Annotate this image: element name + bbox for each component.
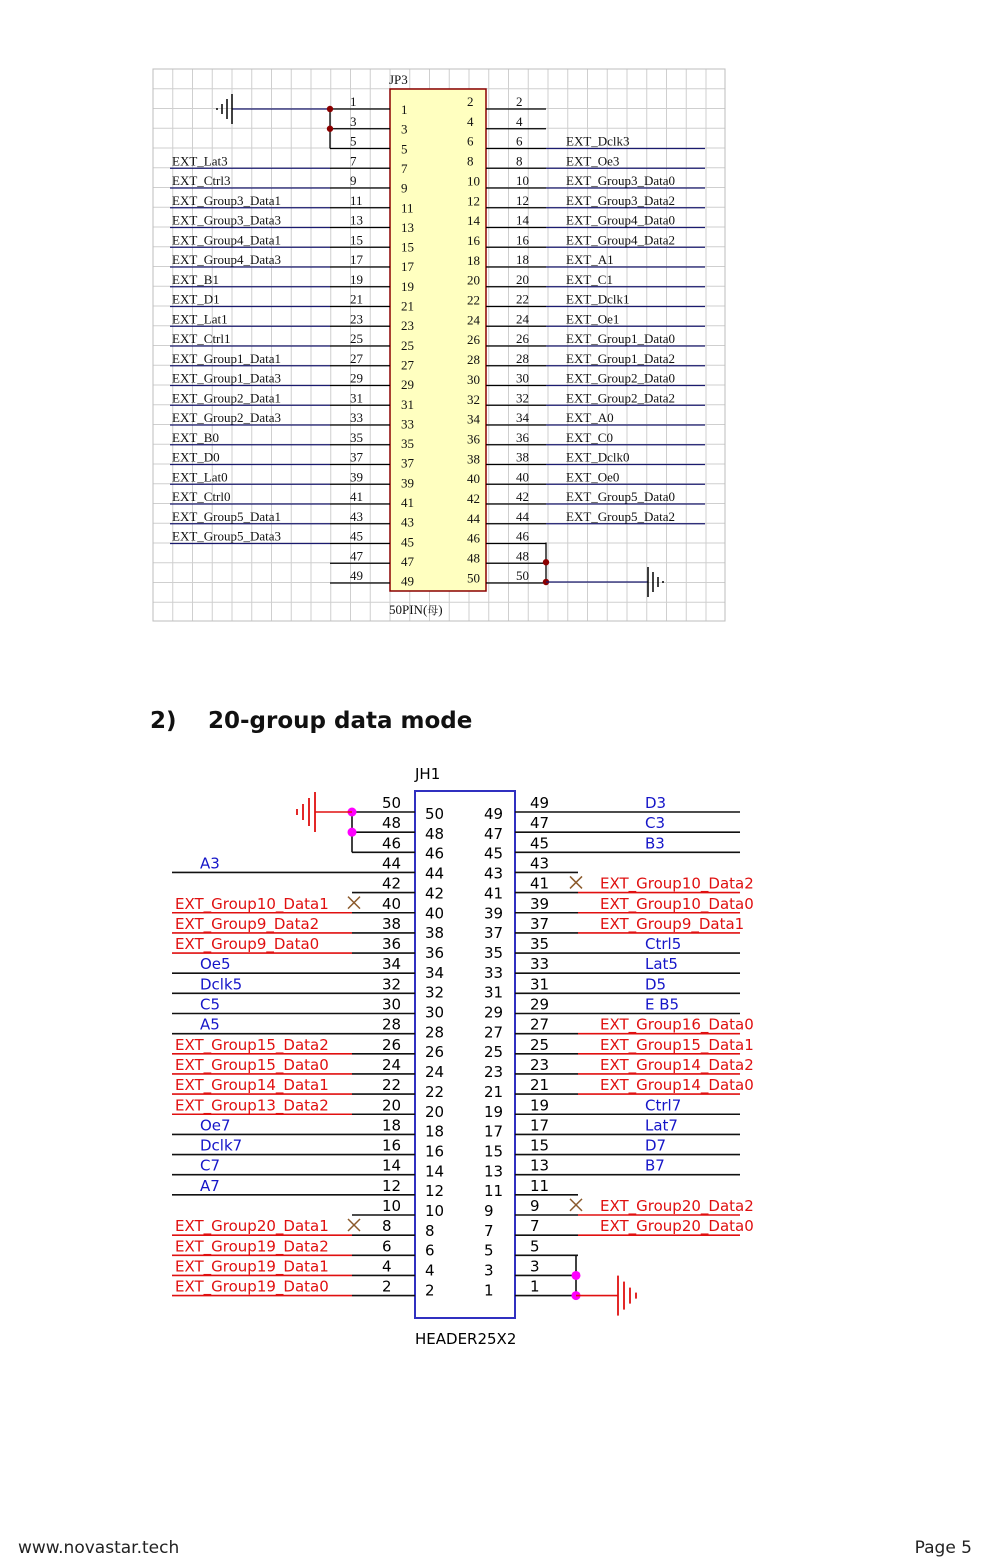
jp3-inner-number: 50 <box>467 570 480 586</box>
jh1-inner-number: 2 <box>425 1281 435 1300</box>
jh1-pin-number: 11 <box>530 1176 550 1195</box>
jh1-pin-number: 43 <box>530 854 550 873</box>
jp3-net-label: EXT_Oe0 <box>566 469 620 485</box>
jh1-junction <box>572 1271 581 1280</box>
jh1-inner-number: 10 <box>425 1202 445 1220</box>
jp3-inner-number: 5 <box>401 141 408 157</box>
jp3-net-label: EXT_Group4_Data1 <box>172 232 282 248</box>
jp3-inner-number: 14 <box>467 213 480 229</box>
jp3-net-label: EXT_D1 <box>172 291 220 307</box>
jh1-net-label: D5 <box>645 975 667 994</box>
ground-icon <box>618 1276 636 1316</box>
no-connect-icon <box>348 897 360 909</box>
section-number: 2) <box>150 708 177 734</box>
jh1-inner-number: 40 <box>425 904 445 923</box>
jp3-inner-number: 38 <box>467 451 480 467</box>
jh1-net-label: Oe5 <box>200 955 231 974</box>
jp3-inner-number: 43 <box>401 514 414 530</box>
jp3-pin-number: 34 <box>516 410 529 425</box>
jh1-net-label: Ctrl5 <box>645 935 682 954</box>
jh1-pin-number: 7 <box>530 1217 540 1236</box>
jh1-inner-number: 15 <box>484 1142 504 1161</box>
jp3-inner-number: 47 <box>401 553 414 569</box>
jp3-designator: JP3 <box>389 72 408 87</box>
jh1-pin-number: 25 <box>530 1035 550 1054</box>
jp3-inner-number: 1 <box>401 102 408 117</box>
jp3-net-label: EXT_Group5_Data1 <box>172 508 282 524</box>
jp3-pin-number: 11 <box>350 192 363 208</box>
jp3-net-label: EXT_Group5_Data2 <box>566 508 676 524</box>
jp3-inner-number: 41 <box>401 495 414 510</box>
jh1-inner-number: 38 <box>425 924 445 943</box>
ground-icon <box>297 792 315 832</box>
jh1-net-label: EXT_Group16_Data0 <box>600 1015 754 1034</box>
jh1-inner-number: 33 <box>484 963 504 982</box>
jp3-inner-number: 24 <box>467 312 480 328</box>
jp3-pin-number: 25 <box>350 331 363 346</box>
jp3-pin-number: 46 <box>516 528 529 544</box>
jh1-inner-number: 12 <box>425 1182 445 1201</box>
jp3-inner-number: 45 <box>401 534 414 550</box>
section-title: 20-group data mode <box>208 708 473 734</box>
jp3-pin-number: 36 <box>516 429 529 445</box>
jh1-net-label: C3 <box>645 814 666 833</box>
jh1-net-label: EXT_Group20_Data2 <box>600 1197 754 1215</box>
jh1-net-label: Lat5 <box>645 955 678 974</box>
jh1-inner-number: 16 <box>425 1142 445 1161</box>
jh1-pin-number: 28 <box>382 1015 402 1034</box>
jh1-net-label: EXT_Group10_Data0 <box>600 894 754 913</box>
jh1-net-label: EXT_Group15_Data0 <box>175 1055 329 1074</box>
jp3-net-label: EXT_Group3_Data2 <box>566 192 676 208</box>
jh1-pin-number: 35 <box>530 935 550 954</box>
jh1-inner-number: 17 <box>484 1122 504 1141</box>
jh1-pin-number: 39 <box>530 894 550 913</box>
jp3-pin-number: 32 <box>516 390 529 406</box>
jh1-net-label: C5 <box>200 995 221 1014</box>
jh1-net-label: Dclk7 <box>200 1136 243 1155</box>
jh1-inner-number: 26 <box>425 1043 445 1062</box>
jh1-pin-number: 24 <box>382 1055 402 1074</box>
jh1-net-label: EXT_Group9_Data0 <box>175 935 320 954</box>
jp3-net-label: EXT_A0 <box>566 410 614 425</box>
jp3-inner-number: 29 <box>401 377 414 393</box>
jh1-net-label: EXT_Group10_Data2 <box>600 874 754 893</box>
jp3-pin-number: 3 <box>350 113 357 129</box>
jh1-pin-number: 21 <box>530 1076 550 1095</box>
jp3-pin-number: 9 <box>350 173 357 188</box>
jp3-net-label: EXT_Dclk0 <box>566 449 630 465</box>
jp3-net-label: EXT_Dclk1 <box>566 291 630 307</box>
jp3-net-label: EXT_Group5_Data3 <box>172 528 282 544</box>
jh1-inner-number: 39 <box>484 904 504 923</box>
jp3-net-label: EXT_Group1_Data3 <box>172 370 282 386</box>
jp3-inner-number: 19 <box>401 278 414 294</box>
jh1-pin-number: 8 <box>382 1217 392 1236</box>
jh1-pin-number: 5 <box>530 1237 540 1256</box>
jh1-pin-number: 44 <box>382 854 402 873</box>
jp3-inner-number: 30 <box>467 371 480 387</box>
jp3-pin-number: 20 <box>516 271 529 287</box>
jh1-inner-number: 13 <box>484 1162 504 1181</box>
jh1-pin-number: 3 <box>530 1257 540 1276</box>
jp3-inner-number: 10 <box>467 173 480 189</box>
jp3-pin-number: 10 <box>516 173 529 188</box>
jh1-net-label: D7 <box>645 1136 667 1155</box>
jp3-pin-number: 21 <box>350 291 363 307</box>
jh1-net-label: Lat7 <box>645 1116 678 1135</box>
jp3-inner-number: 42 <box>467 491 480 506</box>
jp3-inner-number: 49 <box>401 573 414 589</box>
jh1-inner-number: 5 <box>484 1241 494 1260</box>
jp3-inner-number: 27 <box>401 357 414 373</box>
jp3-pin-number: 15 <box>350 232 363 248</box>
jh1-inner-number: 35 <box>484 943 504 962</box>
jh1-pin-number: 12 <box>382 1176 402 1195</box>
jp3-inner-number: 20 <box>467 272 480 288</box>
jh1-net-label: A3 <box>200 854 220 873</box>
jp3-net-label: EXT_Group3_Data0 <box>566 173 676 188</box>
jh1-inner-number: 4 <box>425 1261 435 1280</box>
jh1-pin-number: 41 <box>530 874 550 893</box>
jp3-pin-number: 2 <box>516 94 523 109</box>
jh1-inner-number: 25 <box>484 1043 504 1062</box>
jh1-inner-number: 18 <box>425 1122 445 1141</box>
jp3-inner-number: 39 <box>401 475 414 491</box>
jh1-pin-number: 13 <box>530 1156 550 1175</box>
jh1-pin-number: 34 <box>382 955 402 974</box>
jp3-net-label: EXT_Group4_Data3 <box>172 252 282 267</box>
jh1-inner-number: 42 <box>425 884 445 903</box>
jh1-net-label: EXT_Group20_Data1 <box>175 1217 329 1236</box>
jp3-pin-number: 1 <box>350 94 357 109</box>
jp3-inner-number: 15 <box>401 239 414 255</box>
jh1-pin-number: 36 <box>382 935 402 954</box>
jh1-net-label: EXT_Group9_Data1 <box>600 914 745 933</box>
jh1-inner-number: 11 <box>484 1182 504 1201</box>
jh1-inner-number: 44 <box>425 864 445 883</box>
jh1-inner-number: 7 <box>484 1221 494 1240</box>
jh1-pin-number: 45 <box>530 834 550 853</box>
jh1-inner-number: 41 <box>484 884 504 903</box>
jh1-inner-number: 8 <box>425 1221 435 1240</box>
jp3-pin-number: 24 <box>516 311 529 327</box>
jp3-pin-number: 48 <box>516 548 529 564</box>
jp3-net-label: EXT_C1 <box>566 271 613 287</box>
jh1-inner-number: 6 <box>425 1241 435 1260</box>
no-connect-icon <box>348 1219 360 1231</box>
jh1-inner-number: 3 <box>484 1261 494 1280</box>
jh1-net-label: A5 <box>200 1015 220 1034</box>
jp3-pin-number: 38 <box>516 449 529 465</box>
jh1-inner-number: 28 <box>425 1023 445 1042</box>
jh1-pin-number: 23 <box>530 1055 550 1074</box>
jh1-net-label: EXT_Group9_Data2 <box>175 914 320 933</box>
jp3-pin-number: 30 <box>516 370 529 386</box>
jp3-inner-number: 35 <box>401 436 414 452</box>
jp3-inner-number: 44 <box>467 510 480 526</box>
jh1-inner-number: 36 <box>425 943 445 962</box>
jp3-pin-number: 23 <box>350 311 363 327</box>
jh1-net-label: EXT_Group19_Data2 <box>175 1237 329 1256</box>
jp3-inner-number: 2 <box>467 94 474 109</box>
jp3-comment: 50PIN(母) <box>389 602 443 617</box>
jp3-pin-number: 45 <box>350 528 363 544</box>
jp3-net-label: EXT_Group2_Data1 <box>172 390 282 406</box>
jp3-inner-number: 40 <box>467 471 480 487</box>
jh1-net-label: Ctrl7 <box>645 1096 682 1115</box>
jh1-pin-number: 29 <box>530 995 550 1014</box>
jh1-pin-number: 40 <box>382 894 402 913</box>
no-connect-icon <box>570 1199 582 1211</box>
jp3-inner-number: 6 <box>467 133 474 149</box>
jh1-inner-number: 46 <box>425 844 445 863</box>
jh1-net-label: EXT_Group10_Data1 <box>175 894 329 913</box>
jh1-inner-number: 14 <box>425 1162 445 1181</box>
jh1-inner-number: 47 <box>484 824 504 843</box>
jp3-pin-number: 4 <box>516 113 523 129</box>
jh1-inner-number: 43 <box>484 864 504 883</box>
jp3-net-label: EXT_Ctrl0 <box>172 489 231 504</box>
jh1-inner-number: 23 <box>484 1063 504 1082</box>
jh1-inner-number: 27 <box>484 1023 504 1042</box>
jh1-inner-number: 1 <box>484 1281 494 1300</box>
jp3-pin-number: 5 <box>350 133 357 149</box>
jp3-pin-number: 27 <box>350 350 363 366</box>
jp3-net-label: EXT_C0 <box>566 429 613 445</box>
jp3-net-label: EXT_Dclk3 <box>566 133 630 149</box>
jh1-inner-number: 48 <box>425 824 445 843</box>
jh1-pin-number: 18 <box>382 1116 402 1135</box>
jh1-net-label: A7 <box>200 1176 220 1195</box>
jp3-pin-number: 7 <box>350 153 357 169</box>
jh1-net-label: EXT_Group19_Data1 <box>175 1257 329 1276</box>
jh1-pin-number: 30 <box>382 995 402 1014</box>
jh1-pin-number: 4 <box>382 1257 392 1276</box>
jp3-pin-number: 35 <box>350 429 363 445</box>
jp3-pin-number: 37 <box>350 449 363 465</box>
jh1-net-label: EXT_Group19_Data0 <box>175 1277 329 1296</box>
jp3-net-label: EXT_Group4_Data2 <box>566 232 676 248</box>
jp3-inner-number: 17 <box>401 259 414 275</box>
jp3-inner-number: 46 <box>467 530 480 546</box>
jh1-inner-number: 31 <box>484 983 504 1002</box>
jh1-pin-number: 27 <box>530 1015 550 1034</box>
jp3-pin-number: 13 <box>350 212 363 228</box>
jp3-pin-number: 26 <box>516 331 529 346</box>
jp3-inner-number: 13 <box>401 219 414 235</box>
jh1-inner-number: 9 <box>484 1202 494 1220</box>
jp3-pin-number: 6 <box>516 133 523 149</box>
jp3-net-label: EXT_Group1_Data1 <box>172 350 282 366</box>
jh1-comment: HEADER25X2 <box>415 1330 517 1348</box>
jp3-pin-number: 40 <box>516 469 529 485</box>
jh1-net-label: EXT_Group13_Data2 <box>175 1096 329 1115</box>
jp3-net-label: EXT_B0 <box>172 429 219 445</box>
jp3-net-label: EXT_Group5_Data0 <box>566 489 676 504</box>
jp3-net-label: EXT_Ctrl3 <box>172 173 231 188</box>
jh1-inner-number: 22 <box>425 1082 445 1101</box>
jh1-pin-number: 19 <box>530 1096 550 1115</box>
jp3-inner-number: 3 <box>401 121 408 137</box>
jp3-pin-number: 19 <box>350 271 363 287</box>
jp3-net-label: EXT_Lat1 <box>172 311 228 327</box>
jh1-inner-number: 30 <box>425 1003 445 1022</box>
jp3-pin-number: 49 <box>350 568 363 583</box>
jp3-inner-number: 9 <box>401 180 408 196</box>
jp3-net-label: EXT_Group2_Data0 <box>566 370 676 386</box>
jp3-pin-number: 33 <box>350 410 363 425</box>
jh1-pin-number: 50 <box>382 794 402 812</box>
jp3-pin-number: 39 <box>350 469 363 485</box>
jp3-pin-number: 44 <box>516 508 529 524</box>
jp3-pin-number: 16 <box>516 232 529 248</box>
jp3-pin-number: 8 <box>516 153 523 169</box>
jp3-pin-number: 28 <box>516 350 529 366</box>
jh1-net-label: Dclk5 <box>200 975 243 994</box>
jh1-pin-number: 33 <box>530 955 550 974</box>
jh1-net-label: EXT_Group15_Data2 <box>175 1035 329 1054</box>
jp3-inner-number: 18 <box>467 252 480 268</box>
jh1-inner-number: 24 <box>425 1063 445 1082</box>
jh1-inner-number: 45 <box>484 844 504 863</box>
jh1-pin-number: 14 <box>382 1156 402 1175</box>
jh1-net-label: C7 <box>200 1156 221 1175</box>
jp3-pin-number: 41 <box>350 489 363 504</box>
jh1-pin-number: 31 <box>530 975 550 994</box>
jh1-pin-number: 49 <box>530 794 550 812</box>
jp3-pin-number: 31 <box>350 390 363 406</box>
jp3-net-label: EXT_Group1_Data0 <box>566 331 676 346</box>
jh1-pin-number: 22 <box>382 1076 402 1095</box>
jp3-net-label: EXT_Group3_Data3 <box>172 212 282 228</box>
jp3-net-label: EXT_Group1_Data2 <box>566 350 676 366</box>
jp3-pin-number: 12 <box>516 192 529 208</box>
jh1-pin-number: 42 <box>382 874 402 893</box>
jh1-junction <box>348 828 357 837</box>
jh1-inner-number: 29 <box>484 1003 504 1022</box>
jh1-pin-number: 32 <box>382 975 402 994</box>
jh1-inner-number: 21 <box>484 1082 504 1101</box>
jh1-pin-number: 16 <box>382 1136 402 1155</box>
jp3-inner-number: 48 <box>467 550 480 566</box>
jh1-pin-number: 20 <box>382 1096 402 1115</box>
jh1-pin-number: 37 <box>530 914 550 933</box>
jh1-net-label: EXT_Group14_Data2 <box>600 1055 754 1074</box>
jh1-inner-number: 37 <box>484 924 504 943</box>
jp3-inner-number: 25 <box>401 337 414 353</box>
jh1-inner-number: 20 <box>425 1102 445 1121</box>
jp3-pin-number: 18 <box>516 252 529 267</box>
jh1-pin-number: 2 <box>382 1277 392 1296</box>
jh1-pin-number: 26 <box>382 1035 402 1054</box>
jh1-pin-number: 10 <box>382 1197 402 1215</box>
jh1-net-label: EXT_Group14_Data0 <box>600 1076 754 1095</box>
jh1-pin-number: 15 <box>530 1136 550 1155</box>
jh1-inner-number: 49 <box>484 805 504 823</box>
jh1-pin-number: 47 <box>530 814 550 833</box>
jh1-net-label: E B5 <box>645 995 680 1014</box>
jh1-inner-number: 19 <box>484 1102 504 1121</box>
jp3-net-label: EXT_A1 <box>566 252 614 267</box>
jp3-net-label: EXT_Lat3 <box>172 153 228 169</box>
jh1-net-label: EXT_Group15_Data1 <box>600 1035 754 1054</box>
jh1-inner-number: 50 <box>425 805 445 823</box>
jp3-inner-number: 34 <box>467 411 480 427</box>
jp3-inner-number: 23 <box>401 318 414 334</box>
jh1-pin-number: 17 <box>530 1116 550 1135</box>
jp3-net-label: EXT_Ctrl1 <box>172 331 231 346</box>
footer-website: www.novastar.tech <box>18 1538 180 1558</box>
jh1-pin-number: 9 <box>530 1197 540 1215</box>
jp3-pin-number: 14 <box>516 212 529 228</box>
jp3-pin-number: 17 <box>350 252 363 267</box>
jp3-inner-number: 36 <box>467 431 480 447</box>
jp3-net-label: EXT_B1 <box>172 271 219 287</box>
jp3-net-label: EXT_Group2_Data3 <box>172 410 282 425</box>
jp3-net-label: EXT_D0 <box>172 449 220 465</box>
jp3-inner-number: 37 <box>401 455 414 471</box>
jh1-pin-number: 1 <box>530 1277 540 1296</box>
jp3-pin-number: 22 <box>516 291 529 307</box>
jp3-pin-number: 47 <box>350 548 363 564</box>
jp3-inner-number: 8 <box>467 153 474 169</box>
jp3-net-label: EXT_Group3_Data1 <box>172 192 282 208</box>
jh1-net-label: Oe7 <box>200 1116 231 1135</box>
jh1-net-label: B3 <box>645 834 665 853</box>
jh1-pin-number: 38 <box>382 914 402 933</box>
jp3-net-label: EXT_Lat0 <box>172 469 228 485</box>
jp3-inner-number: 21 <box>401 298 414 314</box>
jp3-inner-number: 4 <box>467 113 474 129</box>
jp3-pin-number: 29 <box>350 370 363 386</box>
jh1-inner-number: 34 <box>425 963 445 982</box>
jp3-net-label: EXT_Group2_Data2 <box>566 390 676 406</box>
jp3-inner-number: 12 <box>467 193 480 209</box>
jp3-inner-number: 33 <box>401 416 414 432</box>
jp3-inner-number: 16 <box>467 232 480 248</box>
jp3-inner-number: 7 <box>401 160 408 176</box>
jh1-net-label: D3 <box>645 794 667 812</box>
jh1-inner-number: 32 <box>425 983 445 1002</box>
jh1-designator: JH1 <box>415 765 441 783</box>
jh1-pin-number: 6 <box>382 1237 392 1256</box>
jp3-pin-number: 42 <box>516 489 529 504</box>
jp3-net-label: EXT_Oe3 <box>566 153 620 169</box>
jh1-net-label: EXT_Group20_Data0 <box>600 1217 754 1236</box>
jp3-inner-number: 31 <box>401 396 414 412</box>
jp3-pin-number: 50 <box>516 568 529 583</box>
jp3-inner-number: 11 <box>401 200 414 216</box>
jh1-net-label: B7 <box>645 1156 665 1175</box>
jp3-inner-number: 32 <box>467 391 480 407</box>
footer-page-number: Page 5 <box>914 1538 972 1558</box>
jp3-inner-number: 22 <box>467 292 480 308</box>
jp3-inner-number: 26 <box>467 332 480 348</box>
jp3-inner-number: 28 <box>467 352 480 368</box>
jp3-net-label: EXT_Oe1 <box>566 311 620 327</box>
jh1-pin-number: 46 <box>382 834 402 853</box>
jp3-pin-number: 43 <box>350 508 363 524</box>
jh1-pin-number: 48 <box>382 814 402 833</box>
jp3-net-label: EXT_Group4_Data0 <box>566 212 676 228</box>
no-connect-icon <box>570 876 582 888</box>
jh1-net-label: EXT_Group14_Data1 <box>175 1076 329 1095</box>
